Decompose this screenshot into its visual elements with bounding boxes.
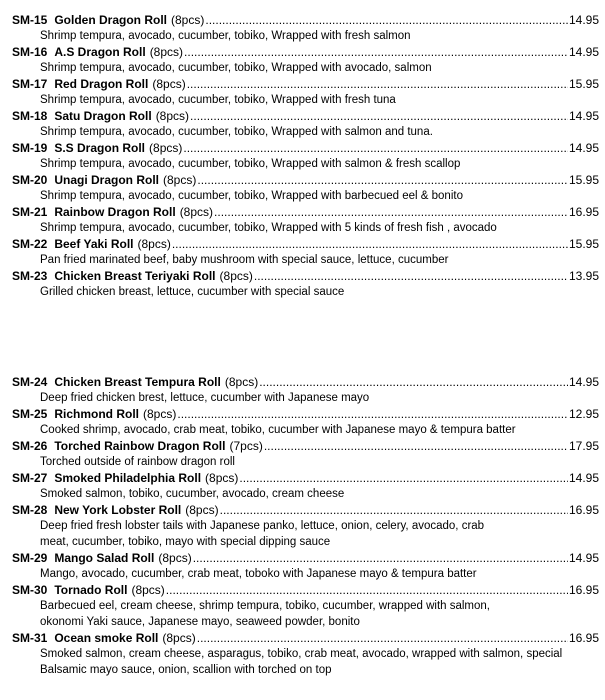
item-description: Grilled chicken breast, lettuce, cucumber with special sauce: [40, 286, 345, 298]
item-description: Deep fried fresh lobster tails with Japanese panko, lettuce, onion, celery, avocado, crab: [40, 520, 485, 532]
item-name: Satu Dragon Roll: [54, 109, 152, 123]
item-piece-count: (7pcs): [229, 439, 263, 453]
item-piece-count: (8pcs): [137, 237, 171, 251]
menu-item-header: [12, 438, 599, 454]
item-price: 13.95: [568, 269, 599, 283]
item-name: Tornado Roll: [54, 583, 128, 597]
item-description: Smoked salmon, cream cheese, asparagus, tobiko, crab meat, avocado, wrapped with salmon, special: [40, 648, 563, 660]
item-description: Shrimp tempura, avocado, cucumber, tobiko, Wrapped with fresh salmon: [40, 30, 411, 42]
item-code: SM-19: [12, 141, 48, 155]
item-piece-count: (8pcs): [219, 269, 253, 283]
menu-item: [12, 204, 599, 236]
item-name: Rainbow Dragon Roll: [54, 205, 176, 219]
menu-item-header: [12, 630, 599, 646]
menu-item: [12, 438, 599, 470]
item-piece-count: (8pcs): [224, 375, 259, 389]
item-name: Chicken Breast Teriyaki Roll: [54, 269, 216, 283]
item-price: 16.95: [568, 631, 599, 645]
item-description: Shrimp tempura, avocado, cucumber, tobiko, Wrapped with salmon & fresh scallop: [40, 158, 461, 170]
item-price: 15.95: [568, 237, 599, 251]
item-code: SM-21: [12, 205, 48, 219]
item-price: 17.95: [568, 439, 599, 453]
dot-leader: [187, 76, 568, 92]
menu-section-1: [12, 12, 599, 300]
item-name: Chicken Breast Tempura Roll: [54, 375, 221, 389]
dot-leader: [214, 204, 568, 220]
menu-item-header: [12, 76, 599, 92]
item-description: Balsamic mayo sauce, onion, scallion with torched on top: [40, 664, 332, 676]
item-piece-count: (8pcs): [149, 141, 183, 155]
dot-leader: [197, 172, 568, 188]
item-piece-count: (8pcs): [171, 13, 205, 27]
item-price: 15.95: [568, 77, 599, 91]
item-piece-count: (8pcs): [163, 173, 197, 187]
menu-item-header: [12, 406, 599, 422]
dot-leader: [177, 406, 568, 422]
menu-item: [12, 406, 599, 438]
dot-leader: [183, 140, 568, 156]
menu-item: [12, 550, 599, 582]
menu-item: [12, 236, 599, 268]
item-description: Torched outside of rainbow dragon roll: [40, 456, 235, 468]
menu-item: [12, 268, 599, 300]
menu-item-header: [12, 12, 599, 28]
menu-item-header: [12, 44, 599, 60]
menu-section-2: [12, 374, 599, 678]
item-description: meat, cucumber, tobiko, mayo with special dipping sauce: [40, 536, 331, 548]
item-code: SM-15: [12, 13, 48, 27]
item-piece-count: (8pcs): [149, 45, 184, 59]
menu-item-header: [12, 172, 599, 188]
item-name: Golden Dragon Roll: [54, 13, 168, 27]
item-description: Smoked salmon, tobiko, cucumber, avocado, cream cheese: [40, 488, 345, 500]
item-description: Shrimp tempura, avocado, cucumber, tobiko, Wrapped with avocado, salmon: [40, 62, 432, 74]
item-code: SM-24: [12, 375, 48, 389]
item-piece-count: (8pcs): [179, 205, 214, 219]
menu-item: [12, 630, 599, 678]
item-price: 14.95: [568, 375, 599, 389]
item-piece-count: (8pcs): [185, 503, 219, 517]
item-description: Cooked shrimp, avocado, crab meat, tobiko, cucumber with Japanese mayo & tempura batter: [40, 424, 516, 436]
item-code: SM-17: [12, 77, 48, 91]
menu-item: [12, 172, 599, 204]
item-code: SM-16: [12, 45, 48, 59]
item-price: 14.95: [568, 45, 599, 59]
item-description: Mango, avocado, cucumber, crab meat, toboko with Japanese mayo & tempura batter: [40, 568, 477, 580]
dot-leader: [220, 502, 568, 518]
item-code: SM-20: [12, 173, 48, 187]
item-description: okonomi Yaki sauce, Japanese mayo, seaweed powder, bonito: [40, 616, 360, 628]
menu-item: [12, 374, 599, 406]
dot-leader: [190, 108, 568, 124]
item-price: 14.95: [568, 109, 599, 123]
item-piece-count: (8pcs): [143, 407, 177, 421]
item-price: 14.95: [568, 471, 599, 485]
item-price: 15.95: [568, 173, 599, 187]
menu-item-header: [12, 582, 599, 598]
item-code: SM-28: [12, 503, 48, 517]
menu-item: [12, 470, 599, 502]
item-code: SM-29: [12, 551, 48, 565]
menu-item-header: [12, 550, 599, 566]
item-price: 12.95: [568, 407, 599, 421]
item-description: Shrimp tempura, avocado, cucumber, tobiko, Wrapped with salmon and tuna.: [40, 126, 433, 138]
dot-leader: [172, 236, 568, 252]
item-code: SM-25: [12, 407, 48, 421]
item-piece-count: (8pcs): [152, 77, 186, 91]
item-name: Torched Rainbow Dragon Roll: [54, 439, 226, 453]
item-description: Shrimp tempura, avocado, cucumber, tobiko, Wrapped with barbecued eel & bonito: [40, 190, 463, 202]
menu-item: [12, 582, 599, 630]
dot-leader: [239, 470, 568, 486]
item-code: SM-26: [12, 439, 48, 453]
menu-item-header: [12, 236, 599, 252]
item-price: 16.95: [568, 503, 599, 517]
menu-item-header: [12, 140, 599, 156]
menu-item-header: [12, 470, 599, 486]
item-description: Shrimp tempura, avocado, cucumber, tobiko, Wrapped with 5 kinds of fresh fish , avocado: [40, 222, 497, 234]
dot-leader: [205, 12, 568, 28]
item-price: 16.95: [568, 205, 599, 219]
item-code: SM-18: [12, 109, 48, 123]
item-description: Shrimp tempura, avocado, cucumber, tobiko, Wrapped with fresh tuna: [40, 94, 396, 106]
item-code: SM-31: [12, 631, 48, 645]
menu-item-header: [12, 204, 599, 220]
item-name: Ocean smoke Roll: [54, 631, 159, 645]
item-name: Mango Salad Roll: [54, 551, 155, 565]
dot-leader: [184, 44, 568, 60]
menu-item-header: [12, 268, 599, 284]
item-code: SM-22: [12, 237, 48, 251]
menu-item-header: [12, 108, 599, 124]
item-code: SM-23: [12, 269, 48, 283]
item-piece-count: (8pcs): [131, 583, 165, 597]
dot-leader: [193, 550, 568, 566]
item-piece-count: (8pcs): [162, 631, 196, 645]
menu-item-header: [12, 374, 599, 390]
item-code: SM-27: [12, 471, 48, 485]
menu-item: [12, 108, 599, 140]
item-name: A.S Dragon Roll: [54, 45, 146, 59]
item-description: Deep fried chicken brest, lettuce, cucumber with Japanese mayo: [40, 392, 370, 404]
dot-leader: [264, 438, 568, 454]
item-code: SM-30: [12, 583, 48, 597]
item-price: 14.95: [568, 141, 599, 155]
menu-item: [12, 76, 599, 108]
item-piece-count: (8pcs): [158, 551, 192, 565]
item-description: Pan fried marinated beef, baby mushroom with special sauce, lettuce, cucumber: [40, 254, 449, 266]
item-description: Barbecued eel, cream cheese, shrimp tempura, tobiko, cucumber, wrapped with salmon,: [40, 600, 490, 612]
item-name: Unagi Dragon Roll: [54, 173, 160, 187]
item-piece-count: (8pcs): [205, 471, 239, 485]
menu-item: [12, 44, 599, 76]
item-piece-count: (8pcs): [155, 109, 190, 123]
menu-item-header: [12, 502, 599, 518]
item-name: Smoked Philadelphia Roll: [54, 471, 202, 485]
item-name: New York Lobster Roll: [54, 503, 182, 517]
item-name: S.S Dragon Roll: [54, 141, 146, 155]
item-name: Richmond Roll: [54, 407, 140, 421]
menu-item: [12, 502, 599, 550]
item-price: 14.95: [568, 13, 599, 27]
item-name: Beef Yaki Roll: [54, 237, 134, 251]
item-price: 14.95: [568, 551, 599, 565]
item-name: Red Dragon Roll: [54, 77, 149, 91]
item-price: 16.95: [568, 583, 599, 597]
menu-item: [12, 12, 599, 44]
dot-leader: [254, 268, 568, 284]
menu-item: [12, 140, 599, 172]
dot-leader: [166, 582, 568, 598]
dot-leader: [259, 374, 568, 390]
dot-leader: [197, 630, 568, 646]
